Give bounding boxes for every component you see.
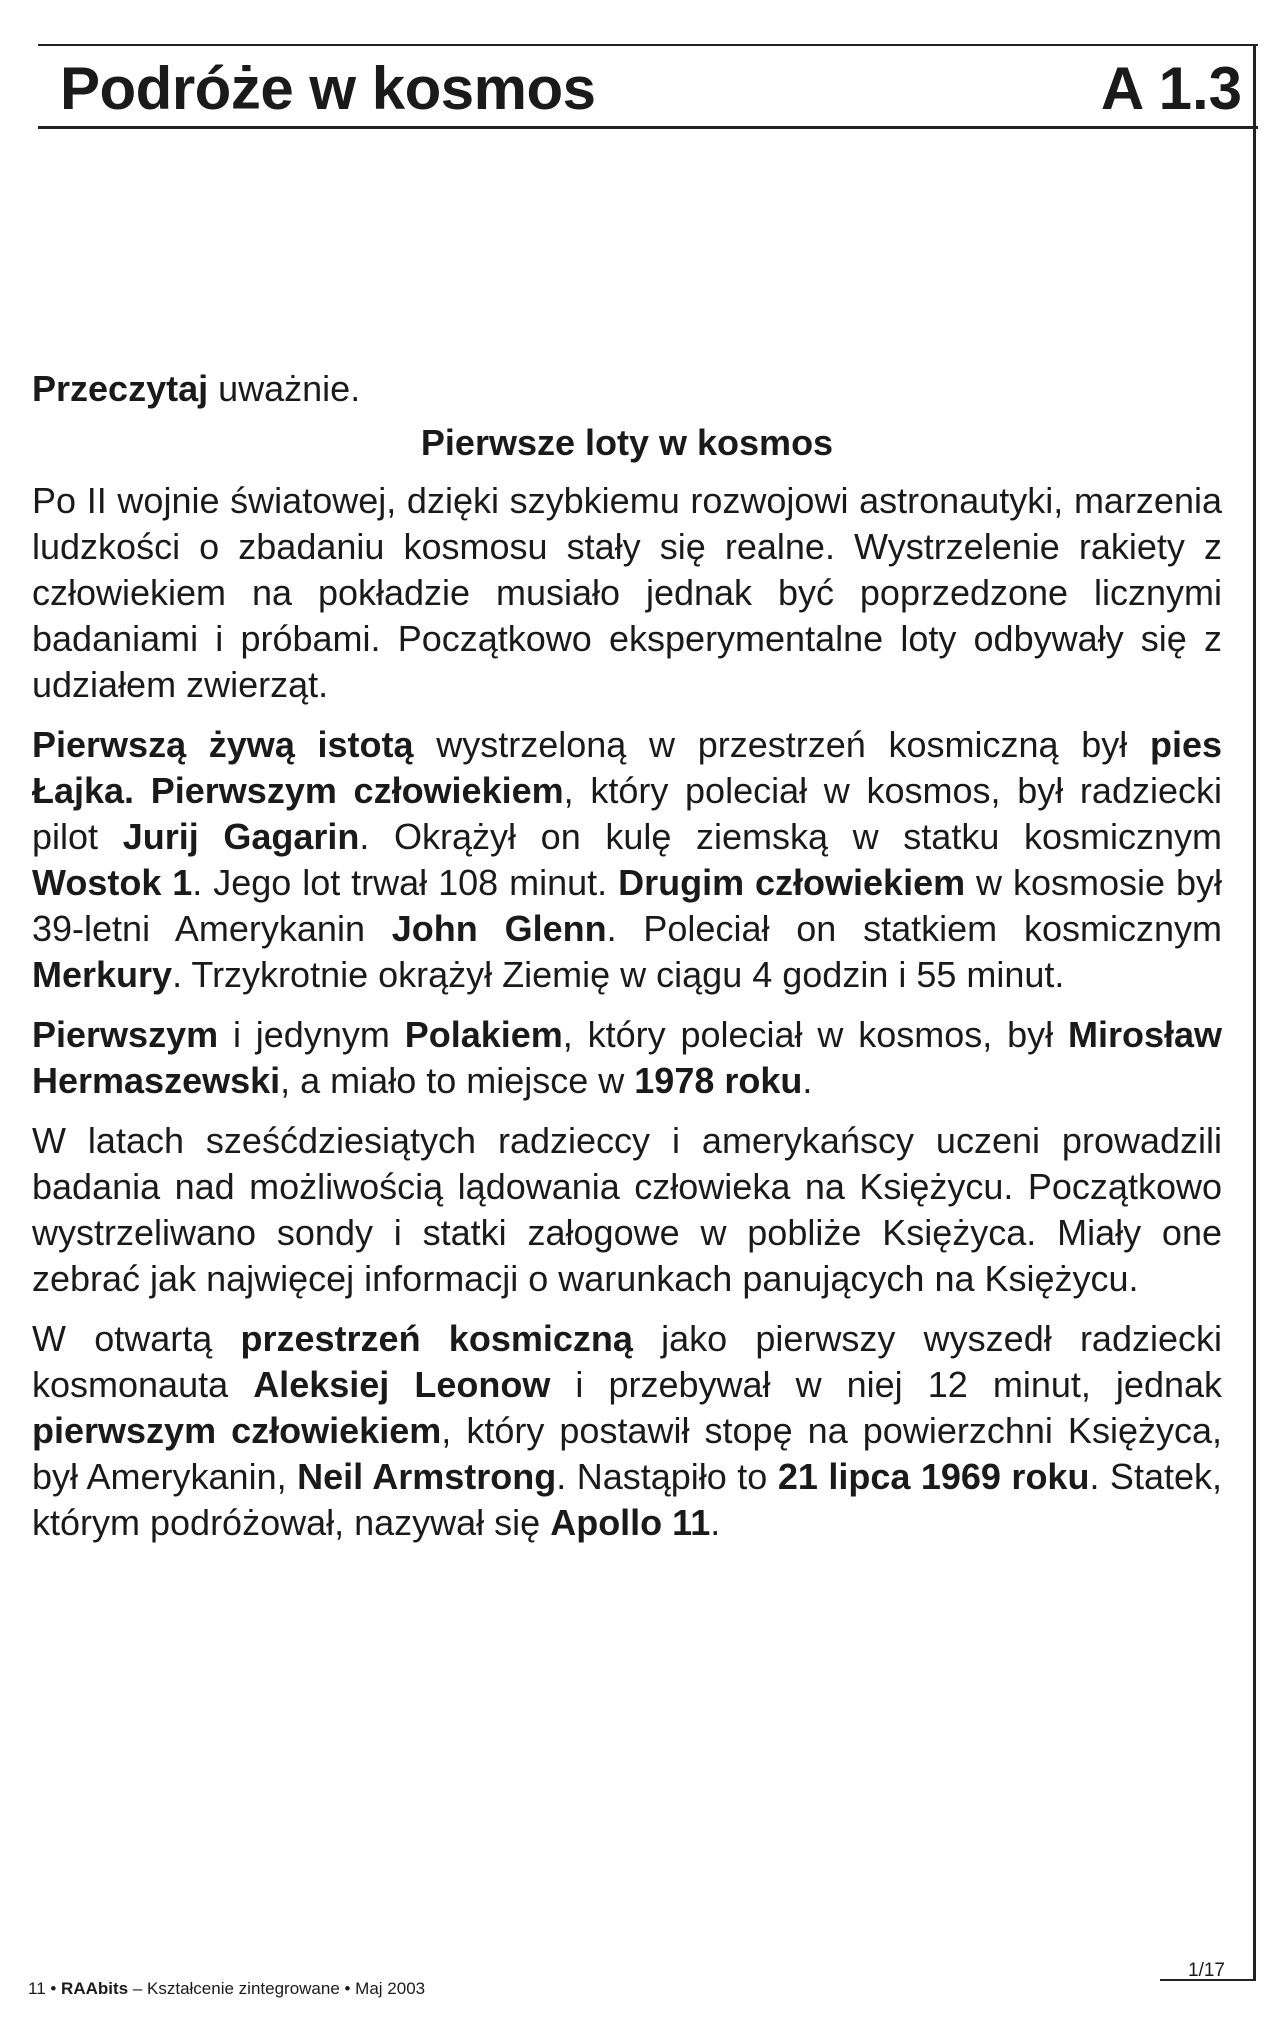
emphasized-text: 1978 roku xyxy=(634,1060,803,1101)
emphasized-text: Jurij Gagarin xyxy=(122,816,360,857)
emphasized-text: Merkury xyxy=(32,954,173,995)
instruction-rest: uważnie. xyxy=(208,368,361,409)
footer-publisher: RAAbits xyxy=(61,1979,129,1998)
text-run: . Nastąpiło to xyxy=(556,1456,778,1497)
emphasized-text: Pierwszą żywą istotą xyxy=(32,724,414,765)
emphasized-text: Polakiem xyxy=(404,1014,563,1055)
article-paragraph xyxy=(32,478,1222,708)
page-footer xyxy=(28,1979,425,1999)
text-run: , który poleciał w kosmos, był xyxy=(562,1014,1068,1055)
emphasized-text: Drugim człowiekiem xyxy=(618,862,966,903)
text-run: . xyxy=(802,1060,813,1101)
text-run: w kosmosie był 39-letni Amerykanin xyxy=(32,862,1222,949)
text-run: jako pierwszy wyszedł radziecki kosmonauta xyxy=(32,1318,1222,1405)
footer-page-prefix: 11 • xyxy=(28,1979,62,1998)
text-run: , który postawił stopę na powierzchni Księżyca, był Amerykanin, xyxy=(32,1410,1222,1497)
emphasized-text: 21 lipca 1969 roku xyxy=(777,1456,1090,1497)
frame-top-rule xyxy=(38,44,1258,46)
emphasized-text: Aleksiej Leonow xyxy=(253,1364,551,1405)
text-run: W latach sześćdziesiątych radzieccy i amerykańscy uczeni prowadzili badania nad możliwością lądowania człowieka na Księżycu. Początkowo wystrzeliwano sondy i statki załogowe w pobliże Księżyca. Miały one zebrać jak najwięcej informacji o warunkach panujących na Księżycu. xyxy=(32,1120,1222,1299)
text-run: wystrzeloną w przestrzeń kosmiczną był xyxy=(413,724,1150,765)
emphasized-text: pies Łajka. Pierwszym człowiekiem xyxy=(32,724,1222,811)
text-run: . xyxy=(710,1502,721,1543)
article-paragraph xyxy=(32,1012,1222,1104)
page-content xyxy=(32,368,1222,1560)
text-run: Po II wojnie światowej, dzięki szybkiemu rozwojowi astronautyki, marzenia ludzkości o zbadaniu kosmosu stały się realne. Wystrzelenie rakiety z człowiekiem na pokładzie musiało jednak być poprzedzone licznymi badaniami i próbami. Początkowo eksperymentalne loty odbywały się z udziałem zwierząt. xyxy=(32,480,1222,705)
text-run: . Poleciał on statkiem kosmicznym xyxy=(606,908,1222,949)
emphasized-text: przestrzeń kosmiczną xyxy=(240,1318,633,1359)
text-run: i jedynym xyxy=(218,1014,405,1055)
emphasized-text: Mirosław Hermaszewski xyxy=(32,1014,1223,1101)
page-number: 1/17 xyxy=(1188,1960,1225,1981)
emphasized-text: pierwszym człowiekiem xyxy=(32,1410,442,1451)
article-paragraph xyxy=(32,1316,1222,1546)
title-underline-rule xyxy=(38,126,1258,129)
text-run: . Statek, którym podróżował, nazywał się xyxy=(32,1456,1222,1543)
text-run: . Okrążył on kulę ziemską w statku kosmicznym xyxy=(359,816,1223,857)
page-header xyxy=(38,50,1250,124)
emphasized-text: Neil Armstrong xyxy=(297,1456,557,1497)
text-run: , który poleciał w kosmos, był radziecki pilot xyxy=(32,770,1222,857)
article-paragraph xyxy=(32,1118,1222,1302)
article-paragraph xyxy=(32,722,1222,998)
instruction xyxy=(32,368,1222,410)
text-run: . Jego lot trwał 108 minut. xyxy=(192,862,619,903)
article-body xyxy=(32,478,1222,1546)
text-run: , a miało to miejsce w xyxy=(280,1060,635,1101)
emphasized-text: Wostok 1 xyxy=(32,862,193,903)
footer-series: – Kształcenie zintegrowane • Maj 2003 xyxy=(128,1979,426,1998)
frame-right-rule xyxy=(1253,44,1256,1979)
text-run: i przebywał w niej 12 minut, jednak xyxy=(550,1364,1223,1405)
text-run: W otwartą xyxy=(32,1318,241,1359)
emphasized-text: Pierwszym xyxy=(32,1014,219,1055)
emphasized-text: Apollo 11 xyxy=(550,1502,711,1543)
article-heading: Pierwsze loty w kosmos xyxy=(420,422,834,463)
text-run: . Trzykrotnie okrążył Ziemię w ciągu 4 godzin i 55 minut. xyxy=(172,954,1065,995)
instruction-verb: Przeczytaj xyxy=(32,368,209,409)
emphasized-text: John Glenn xyxy=(391,908,607,949)
section-code: A 1.3 xyxy=(1100,55,1242,122)
page-title: Podróże w kosmos xyxy=(60,55,596,122)
